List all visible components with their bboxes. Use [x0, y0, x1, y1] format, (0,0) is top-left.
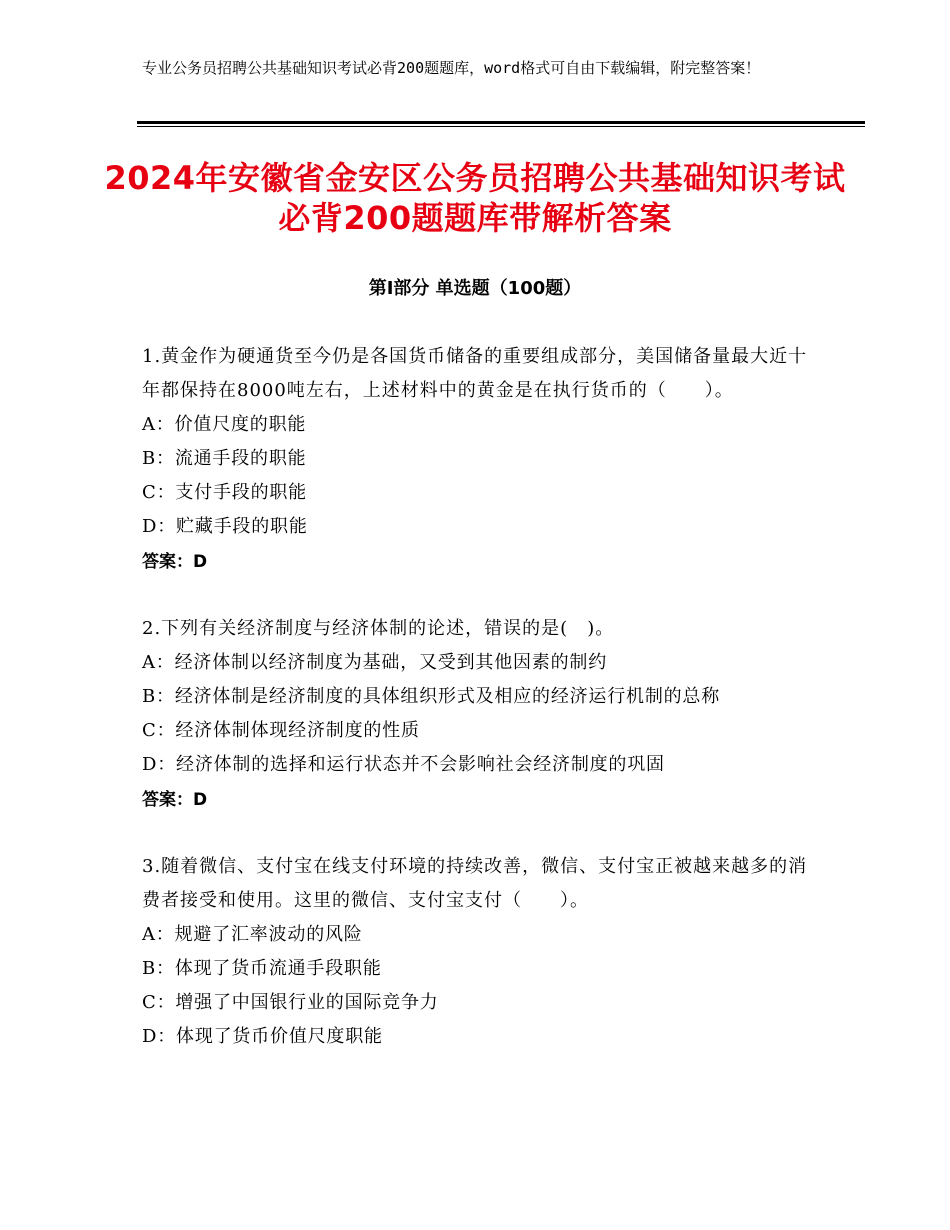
answer: 答案：D [142, 790, 208, 810]
option-b: B：经济体制是经济制度的具体组织形式及相应的经济运行机制的总称 [142, 686, 721, 707]
question-list [142, 340, 810, 1086]
question-stem: 1.黄金作为硬通货至今仍是各国货币储备的重要组成部分，美国储备量最大近十年都保持在8000吨左右，上述材料中的黄金是在执行货币的（ ）。 [142, 346, 808, 401]
header-note: 专业公务员招聘公共基础知识考试必背200题题库，word格式可自由下载编辑，附完整答案！ [142, 59, 761, 77]
document-title: 2024年安徽省金安区公务员招聘公共基础知识考试必背200题题库带解析答案 [104, 159, 846, 237]
option-d: D：贮藏手段的职能 [142, 516, 308, 537]
question-stem: 3.随着微信、支付宝在线支付环境的持续改善，微信、支付宝正被越来越多的消费者接受和使用。这里的微信、支付宝支付（ ）。 [142, 856, 808, 911]
option-c: C：支付手段的职能 [142, 482, 307, 503]
question-2 [142, 612, 810, 818]
answer: 答案：D [142, 552, 208, 572]
option-a: A：价值尺度的职能 [142, 414, 307, 435]
option-d: D：经济体制的选择和运行状态并不会影响社会经济制度的巩固 [142, 754, 665, 775]
header-divider [137, 121, 865, 124]
question-3 [142, 850, 810, 1054]
option-d: D：体现了货币价值尺度职能 [142, 1026, 383, 1047]
question-1 [142, 340, 810, 580]
option-a: A：经济体制以经济制度为基础，又受到其他因素的制约 [142, 652, 607, 673]
question-stem: 2.下列有关经济制度与经济体制的论述，错误的是( )。 [142, 618, 615, 639]
option-a: A：规避了汇率波动的风险 [142, 924, 363, 945]
option-b: B：流通手段的职能 [142, 448, 307, 469]
option-c: C：经济体制体现经济制度的性质 [142, 720, 420, 741]
option-b: B：体现了货币流通手段职能 [142, 958, 382, 979]
section-title: 第Ⅰ部分 单选题（100题） [368, 278, 582, 299]
option-c: C：增强了中国银行业的国际竞争力 [142, 992, 439, 1013]
